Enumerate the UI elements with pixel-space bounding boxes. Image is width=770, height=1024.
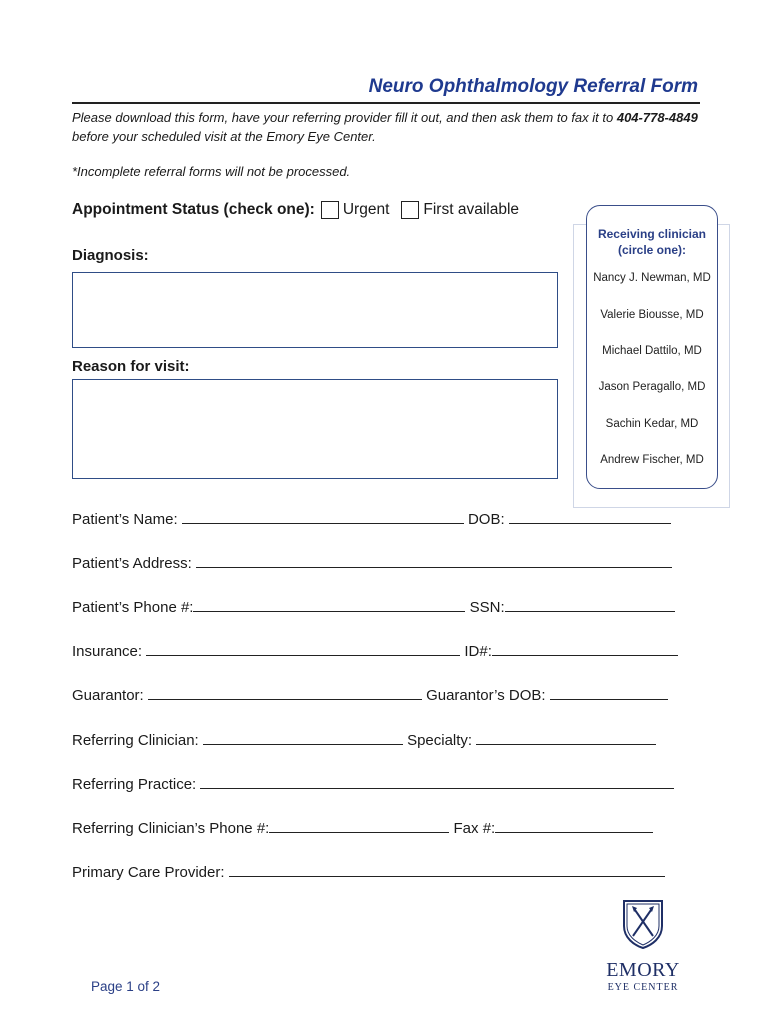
pcp-label: Primary Care Provider: [72, 864, 225, 881]
incomplete-note: *Incomplete referral forms will not be processed. [72, 164, 351, 179]
emory-logo [604, 898, 682, 993]
fax-number: 404-778-4849 [616, 110, 698, 125]
guarantor-blank[interactable] [148, 685, 422, 700]
clinician-option[interactable]: Nancy J. Newman, MD [593, 272, 711, 284]
ssn-blank[interactable] [505, 597, 675, 612]
ssn-label: SSN: [469, 599, 505, 616]
referring-clinician-row [72, 730, 656, 749]
page-number: Page 1 of 2 [91, 979, 161, 994]
patient-address-label: Patient’s Address: [72, 555, 192, 572]
first-available-option-label: First available [423, 201, 520, 218]
referring-phone-label: Referring Clinician’s Phone #: [72, 820, 270, 837]
fax-label: Fax #: [453, 820, 496, 837]
receiving-clinician-panel [586, 205, 718, 489]
patient-address-blank[interactable] [196, 553, 672, 568]
title-divider [72, 102, 700, 104]
clinician-option[interactable]: Sachin Kedar, MD [605, 418, 699, 430]
intro-part-1: Please download this form, have your referring provider fill it out, and then ask them to fax it to [72, 110, 617, 125]
patient-address-row [72, 553, 672, 572]
logo-subtitle: EYE CENTER [607, 982, 679, 993]
id-label: ID#: [464, 643, 492, 660]
patient-phone-row [72, 597, 675, 616]
specialty-label: Specialty: [407, 732, 473, 749]
pcp-blank[interactable] [229, 862, 665, 877]
referring-practice-label: Referring Practice: [72, 776, 197, 793]
referring-practice-row [72, 774, 674, 793]
referring-practice-blank[interactable] [200, 774, 674, 789]
insurance-blank[interactable] [146, 641, 460, 656]
clinician-heading-line2: (circle one): [617, 243, 686, 257]
guarantor-label: Guarantor: [72, 687, 144, 704]
shield-icon [621, 898, 665, 950]
reason-box[interactable] [72, 379, 558, 479]
urgent-checkbox[interactable] [321, 201, 339, 219]
clinician-option[interactable]: Michael Dattilo, MD [602, 345, 702, 357]
dob-blank[interactable] [509, 509, 671, 524]
patient-name-row [72, 509, 671, 528]
referring-clinician-label: Referring Clinician: [72, 732, 199, 749]
guarantor-row [72, 685, 668, 704]
patient-phone-blank[interactable] [193, 597, 465, 612]
logo-name: EMORY [606, 959, 680, 981]
first-available-checkbox[interactable] [401, 201, 419, 219]
referring-clinician-blank[interactable] [203, 730, 403, 745]
form-title: Neuro Ophthalmology Referral Form [368, 76, 698, 97]
guarantor-dob-label: Guarantor’s DOB: [426, 687, 546, 704]
appointment-status-row [72, 201, 531, 219]
patient-name-label: Patient’s Name: [72, 511, 178, 528]
referring-phone-blank[interactable] [269, 818, 449, 833]
dob-label: DOB: [467, 511, 505, 528]
reason-label: Reason for visit: [72, 358, 190, 375]
appointment-status-label: Appointment Status (check one): [72, 201, 315, 218]
insurance-row [72, 641, 678, 660]
insurance-label: Insurance: [72, 643, 143, 660]
referring-phone-row [72, 818, 653, 837]
intro-part-2: before your scheduled visit at the Emory Eye Center. [72, 129, 376, 144]
clinician-option[interactable]: Valerie Biousse, MD [600, 309, 704, 321]
patient-name-blank[interactable] [182, 509, 464, 524]
specialty-blank[interactable] [476, 730, 656, 745]
patient-phone-label: Patient’s Phone #: [72, 599, 194, 616]
clinician-panel-heading [587, 226, 717, 258]
diagnosis-label: Diagnosis: [72, 247, 149, 264]
fax-blank[interactable] [495, 818, 653, 833]
clinician-heading-line1: Receiving clinician [597, 227, 707, 241]
clinician-option[interactable]: Andrew Fischer, MD [600, 454, 704, 466]
intro-text [72, 108, 702, 146]
guarantor-dob-blank[interactable] [550, 685, 668, 700]
id-blank[interactable] [492, 641, 678, 656]
clinician-option[interactable]: Jason Peragallo, MD [598, 381, 706, 393]
urgent-option-label: Urgent [342, 201, 390, 218]
diagnosis-box[interactable] [72, 272, 558, 348]
pcp-row [72, 862, 665, 881]
